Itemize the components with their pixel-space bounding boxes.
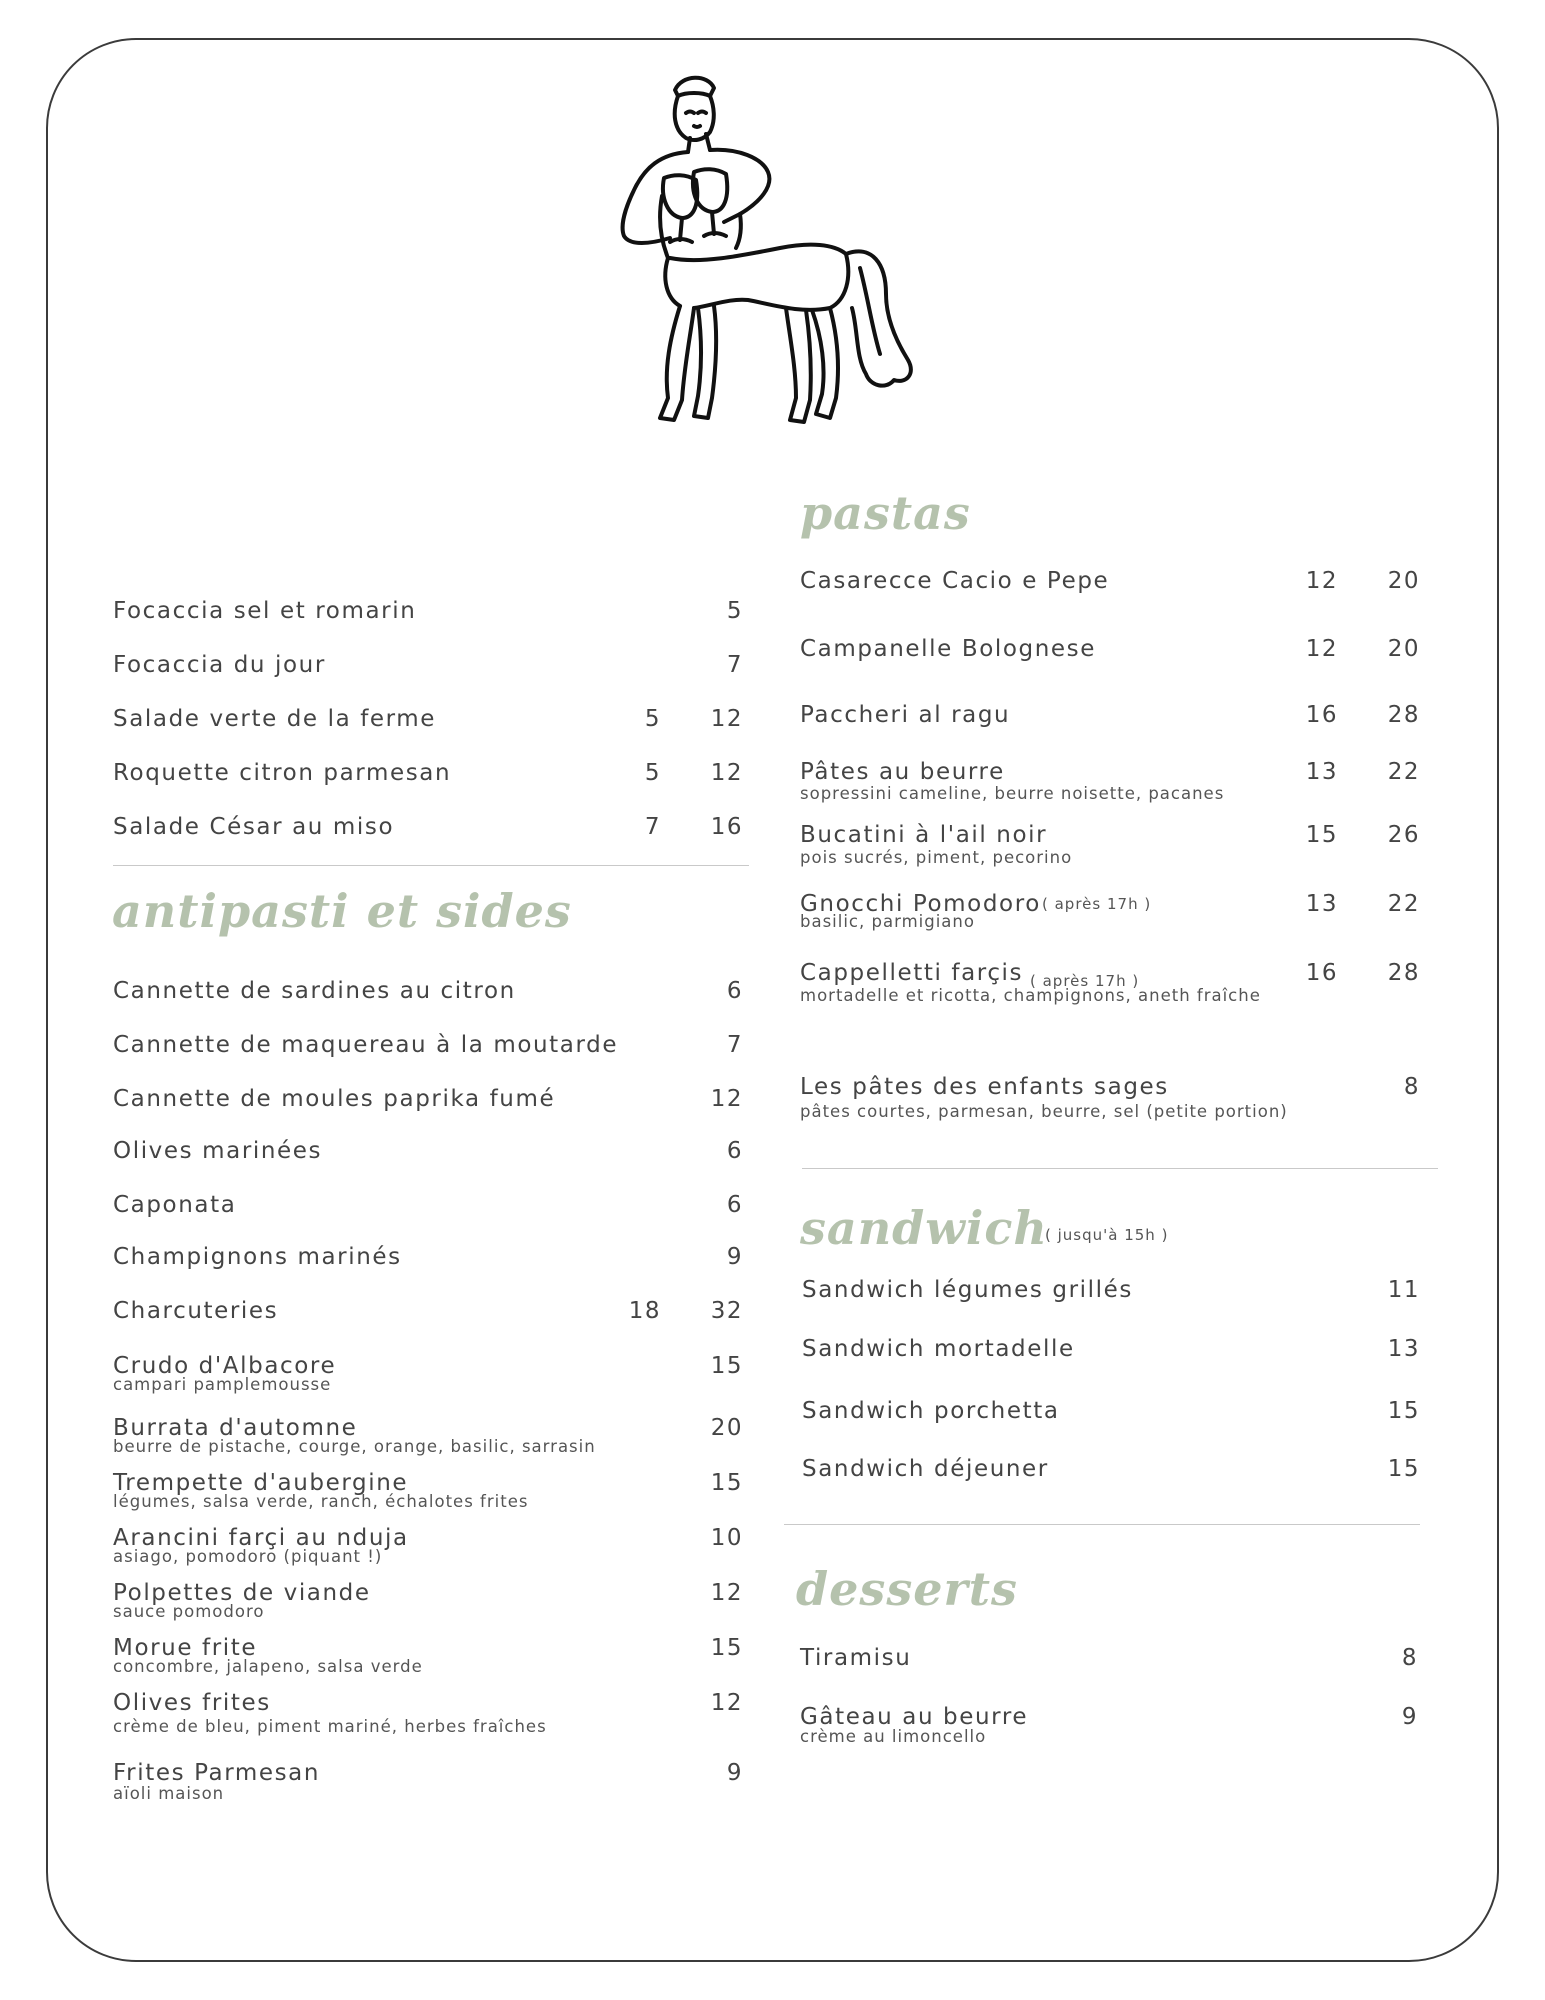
- item-price-small: 13: [1305, 891, 1338, 917]
- menu-item: [113, 1415, 743, 1455]
- menu-item: [113, 978, 743, 1018]
- item-description: pâtes courtes, parmesan, beurre, sel (petite portion): [800, 1102, 1288, 1121]
- item-price: 12: [710, 706, 743, 732]
- item-price: 15: [710, 1635, 743, 1661]
- item-name: Focaccia sel et romarin: [113, 598, 417, 624]
- item-price: 15: [1387, 1456, 1420, 1482]
- item-price: 11: [1387, 1277, 1420, 1303]
- item-description: mortadelle et ricotta, champignons, aneth fraîche: [800, 986, 1261, 1005]
- item-description: crème au limoncello: [800, 1727, 987, 1746]
- menu-item: [800, 960, 1420, 1005]
- item-price: 9: [726, 1244, 743, 1270]
- section-title-pastas: pastas: [800, 486, 971, 540]
- centaur-illustration: [590, 68, 960, 448]
- item-price-large: 28: [1387, 960, 1420, 986]
- menu-item: [800, 822, 1420, 867]
- menu-item: [800, 1645, 1418, 1685]
- item-price-large: 20: [1387, 636, 1420, 662]
- menu-item: [113, 1353, 743, 1393]
- item-description: crème de bleu, piment mariné, herbes fraîches: [113, 1717, 547, 1736]
- menu-item: [113, 1580, 743, 1620]
- menu-item: [802, 1456, 1420, 1496]
- item-price-small: 12: [1305, 636, 1338, 662]
- menu-item: [113, 760, 743, 800]
- item-price: 9: [1401, 1704, 1418, 1730]
- item-name: Champignons marinés: [113, 1244, 402, 1270]
- menu-item: [800, 568, 1420, 608]
- item-price: 12: [710, 1690, 743, 1716]
- item-name: Burrata d'automne: [113, 1415, 358, 1441]
- menu-item: [802, 1277, 1420, 1317]
- item-name: Gnocchi Pomodoro: [800, 891, 1041, 917]
- section-title-sandwich: sandwich: [800, 1201, 1048, 1255]
- time-note: ( jusqu'à 15h ): [1045, 1226, 1169, 1244]
- item-price-large: 20: [1387, 568, 1420, 594]
- item-price: 16: [710, 814, 743, 840]
- section-title-desserts: desserts: [796, 1562, 1018, 1616]
- menu-item: [800, 1704, 1418, 1744]
- item-description: pois sucrés, piment, pecorino: [800, 848, 1073, 867]
- item-name: Sandwich déjeuner: [802, 1456, 1049, 1482]
- item-price: 7: [726, 1032, 743, 1058]
- menu-item: [800, 891, 1420, 931]
- item-price-large: 22: [1387, 759, 1420, 785]
- item-description: concombre, jalapeno, salsa verde: [113, 1657, 423, 1676]
- item-name: Casarecce Cacio e Pepe: [800, 568, 1110, 594]
- item-price-small: 16: [1305, 702, 1338, 728]
- item-description: légumes, salsa verde, ranch, échalotes frites: [113, 1492, 529, 1511]
- item-name: Salade César au miso: [113, 814, 395, 840]
- item-price: 15: [710, 1470, 743, 1496]
- menu-item: [113, 1635, 743, 1675]
- menu-item: [800, 759, 1420, 803]
- item-price-small: 7: [644, 814, 661, 840]
- item-name: Olives frites: [113, 1690, 271, 1716]
- menu-item: [113, 1138, 743, 1178]
- item-price: 7: [726, 652, 743, 678]
- item-price: 32: [710, 1298, 743, 1324]
- item-price-large: 22: [1387, 891, 1420, 917]
- item-price-large: 28: [1387, 702, 1420, 728]
- menu-item: [802, 1336, 1420, 1376]
- item-price-small: 18: [628, 1298, 661, 1324]
- item-name: Sandwich légumes grillés: [802, 1277, 1133, 1303]
- item-name: Sandwich porchetta: [802, 1398, 1060, 1424]
- item-name: Cappelletti farçis: [800, 960, 1024, 986]
- item-price-small: 15: [1305, 822, 1338, 848]
- item-description: beurre de pistache, courge, orange, basilic, sarrasin: [113, 1437, 596, 1456]
- menu-item: [113, 814, 743, 854]
- item-price: 9: [726, 1760, 743, 1786]
- item-price: 8: [1401, 1645, 1418, 1671]
- menu-item: [113, 1244, 743, 1284]
- menu-item: [113, 1690, 743, 1736]
- item-price-small: 16: [1305, 960, 1338, 986]
- item-price: 12: [710, 1086, 743, 1112]
- menu-item: [113, 1086, 743, 1126]
- item-price-small: 12: [1305, 568, 1338, 594]
- menu-item: [800, 636, 1420, 676]
- item-price: 15: [1387, 1398, 1420, 1424]
- item-price: 6: [726, 978, 743, 1004]
- item-description: asiago, pomodoro (piquant !): [113, 1547, 383, 1566]
- item-name: Crudo d'Albacore: [113, 1353, 337, 1379]
- item-price: 8: [1403, 1074, 1420, 1100]
- item-name: Arancini farçi au nduja: [113, 1525, 409, 1551]
- menu-item: [802, 1398, 1420, 1438]
- item-name: Olives marinées: [113, 1138, 323, 1164]
- menu-item: [113, 1298, 743, 1338]
- item-name: Frites Parmesan: [113, 1760, 321, 1786]
- item-name: Cannette de moules paprika fumé: [113, 1086, 556, 1112]
- item-price: 12: [710, 760, 743, 786]
- item-name: Campanelle Bolognese: [800, 636, 1096, 662]
- item-price: 5: [726, 598, 743, 624]
- divider: [113, 865, 749, 866]
- item-name: Salade verte de la ferme: [113, 706, 437, 732]
- menu-item: [800, 1074, 1420, 1121]
- item-price: 13: [1387, 1336, 1420, 1362]
- item-price-small: 5: [644, 760, 661, 786]
- menu-item: [113, 1032, 743, 1072]
- item-price-small: 5: [644, 706, 661, 732]
- item-description: sopressini cameline, beurre noisette, pacanes: [800, 784, 1225, 803]
- menu-item: [113, 1470, 743, 1510]
- item-price-small: 13: [1305, 759, 1338, 785]
- item-name: Tiramisu: [800, 1645, 912, 1671]
- section-title-antipasti: antipasti et sides: [112, 884, 572, 938]
- menu-item: [800, 702, 1420, 742]
- time-note: ( après 17h ): [1030, 972, 1140, 990]
- item-price: 12: [710, 1580, 743, 1606]
- item-name: Cannette de sardines au citron: [113, 978, 516, 1004]
- item-name: Cannette de maquereau à la moutarde: [113, 1032, 619, 1058]
- divider: [802, 1168, 1438, 1169]
- item-name: Pâtes au beurre: [800, 759, 1005, 785]
- menu-item: [113, 598, 743, 638]
- menu-item: [113, 1760, 743, 1803]
- item-price: 10: [710, 1525, 743, 1551]
- menu-item: [113, 1192, 743, 1232]
- item-price-large: 26: [1387, 822, 1420, 848]
- item-price: 6: [726, 1192, 743, 1218]
- item-name: Polpettes de viande: [113, 1580, 371, 1606]
- item-price: 6: [726, 1138, 743, 1164]
- item-name: Morue frite: [113, 1635, 258, 1661]
- item-name: Paccheri al ragu: [800, 702, 1011, 728]
- divider: [784, 1524, 1420, 1525]
- item-description: sauce pomodoro: [113, 1602, 265, 1621]
- item-name: Charcuteries: [113, 1298, 279, 1324]
- item-name: Trempette d'aubergine: [113, 1470, 409, 1496]
- menu-item: [113, 706, 743, 746]
- item-description: campari pamplemousse: [113, 1375, 332, 1394]
- item-price: 20: [710, 1415, 743, 1441]
- item-name: Sandwich mortadelle: [802, 1336, 1075, 1362]
- item-description: basilic, parmigiano: [800, 912, 975, 931]
- item-description: aïoli maison: [113, 1784, 225, 1803]
- item-name: Focaccia du jour: [113, 652, 326, 678]
- menu-item: [113, 652, 743, 692]
- item-name: Gâteau au beurre: [800, 1704, 1029, 1730]
- time-note: ( après 17h ): [1042, 895, 1152, 913]
- item-name: Bucatini à l'ail noir: [800, 822, 1048, 848]
- item-name: Roquette citron parmesan: [113, 760, 452, 786]
- item-price: 15: [710, 1353, 743, 1379]
- item-name: Les pâtes des enfants sages: [800, 1074, 1169, 1100]
- item-name: Caponata: [113, 1192, 237, 1218]
- menu-item: [113, 1525, 743, 1565]
